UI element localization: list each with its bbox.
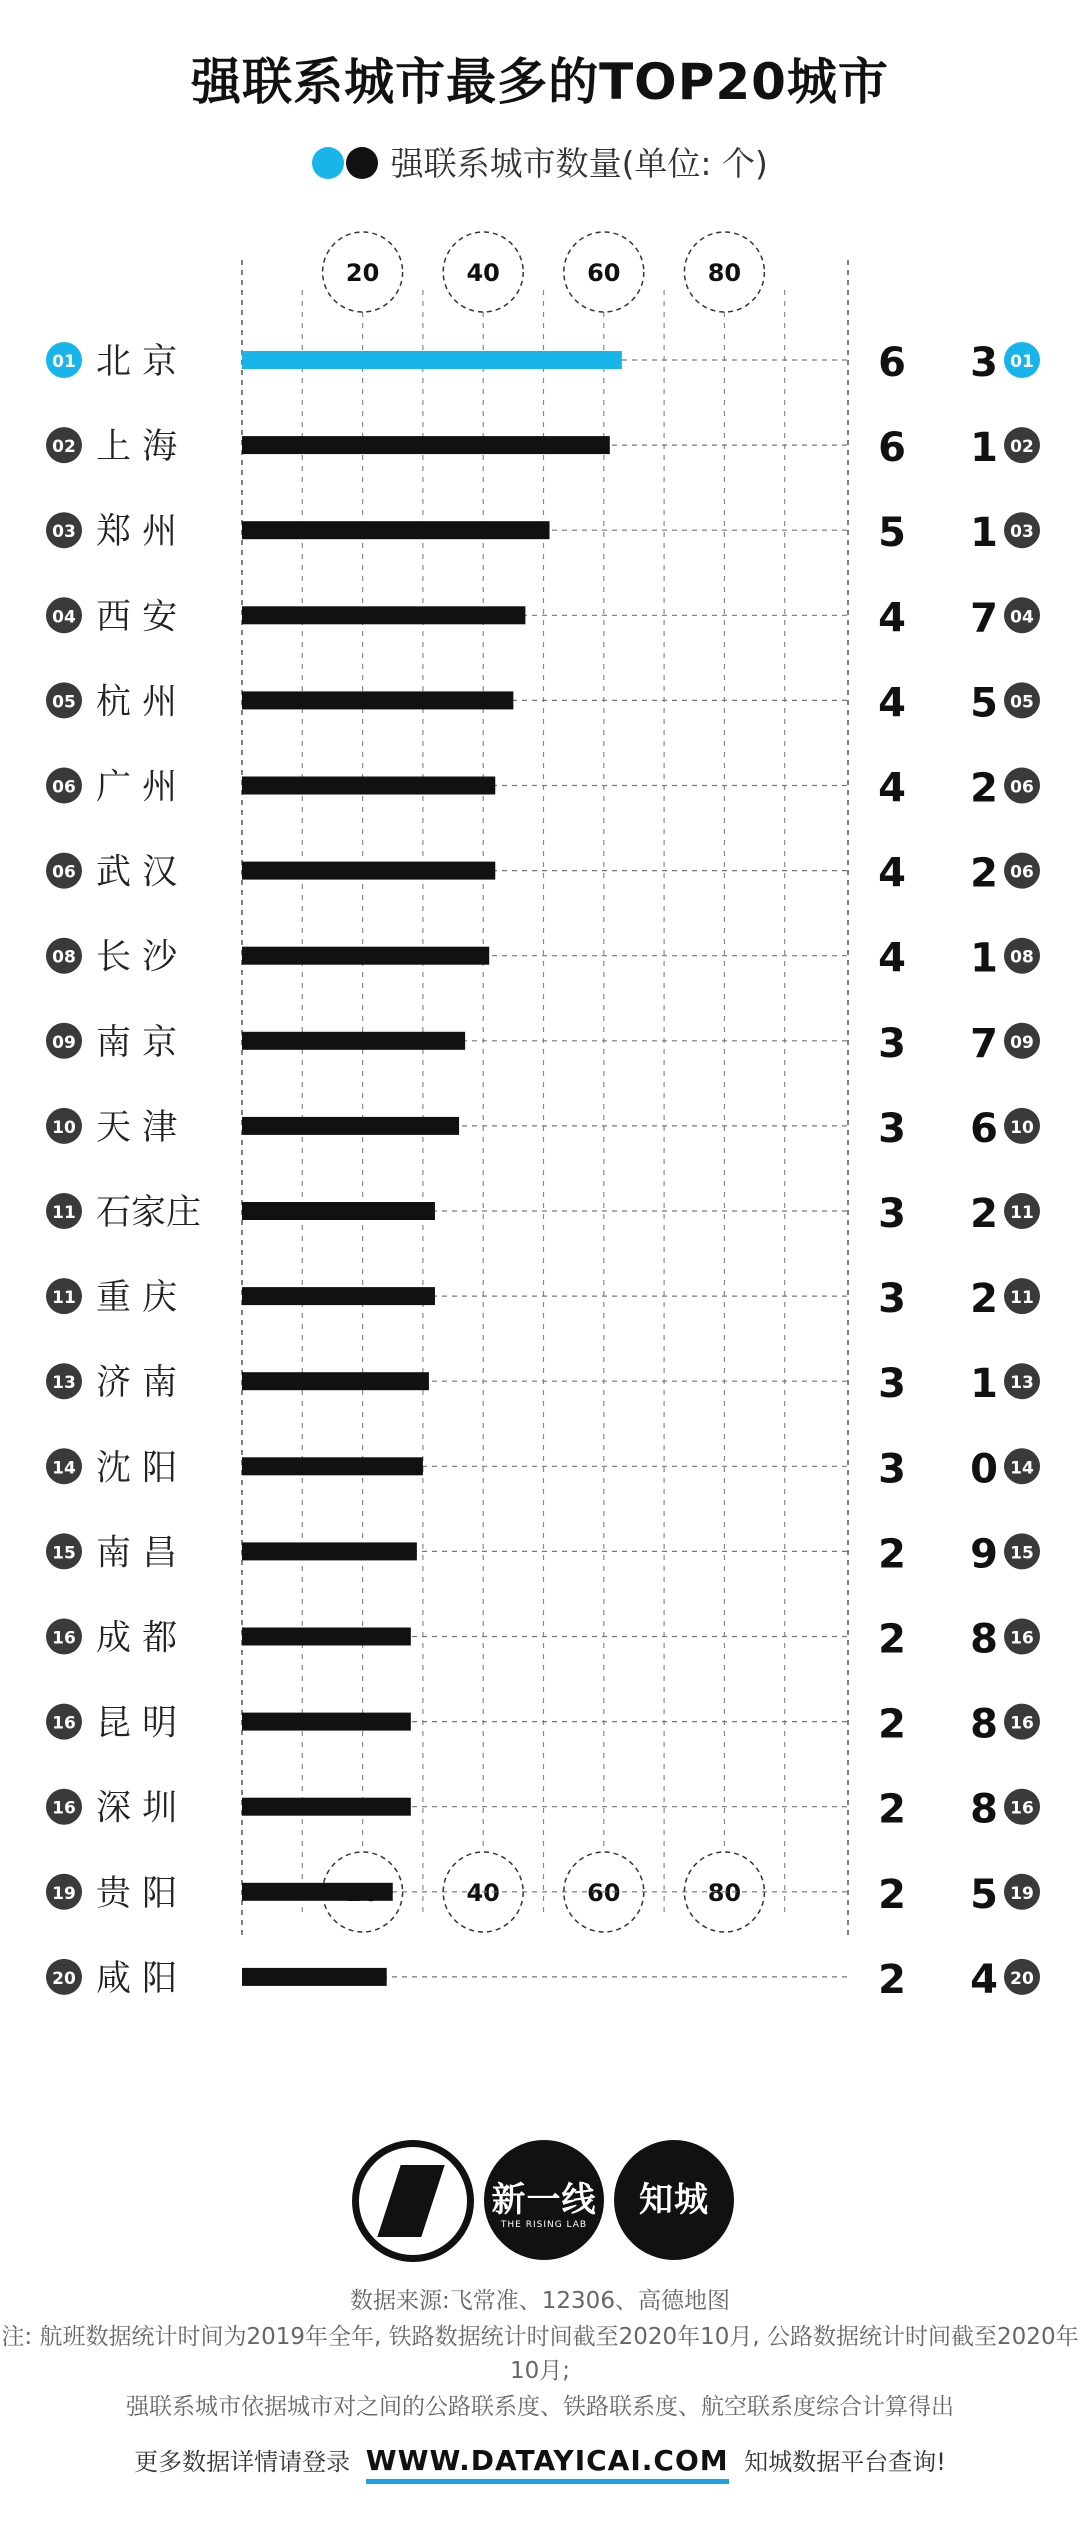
city-label: 石家庄 bbox=[96, 1193, 202, 1233]
value-digit-ones: 9 bbox=[970, 1531, 998, 1578]
x-tick-label-top: 80 bbox=[707, 259, 742, 287]
value-digit-tens: 4 bbox=[878, 680, 906, 727]
method-note: 强联系城市依据城市对之间的公路联系度、铁路联系度、航空联系度综合计算得出 bbox=[126, 2394, 954, 2420]
value-digit-tens: 3 bbox=[878, 1276, 906, 1323]
value-digit-tens: 6 bbox=[878, 425, 906, 472]
value-digit-ones: 0 bbox=[970, 1446, 998, 1493]
city-label: 南 京 bbox=[96, 1022, 178, 1063]
value-digit-tens: 4 bbox=[878, 765, 906, 812]
rank-label-right: 15 bbox=[1010, 1543, 1034, 1564]
rank-label-right: 16 bbox=[1010, 1713, 1034, 1734]
bar bbox=[242, 1628, 411, 1646]
city-label: 长 沙 bbox=[96, 937, 178, 978]
value-digit-ones: 1 bbox=[970, 935, 998, 982]
value-digit-ones: 2 bbox=[970, 1191, 998, 1237]
city-label: 杭 州 bbox=[96, 682, 178, 723]
city-label: 北 京 bbox=[96, 342, 178, 382]
rank-label-left: 16 bbox=[52, 1628, 76, 1649]
bar bbox=[242, 1032, 465, 1050]
city-label: 西 安 bbox=[96, 597, 178, 638]
city-label: 咸 阳 bbox=[96, 1958, 178, 1999]
zhicheng-logo: 知城 bbox=[614, 2140, 734, 2260]
value-digit-ones: 3 bbox=[970, 340, 998, 386]
website-link[interactable]: WWW.DATAYICAI.COM bbox=[366, 2444, 729, 2484]
value-digit-ones: 8 bbox=[970, 1786, 998, 1833]
rising-lab-subtitle: THE RISING LAB bbox=[500, 2220, 588, 2230]
bar bbox=[242, 351, 622, 369]
rank-label-right: 14 bbox=[1010, 1458, 1034, 1479]
x-tick-label-top: 20 bbox=[345, 259, 380, 287]
rank-label-left: 01 bbox=[52, 352, 76, 372]
value-digit-ones: 1 bbox=[970, 425, 998, 472]
city-label: 天 津 bbox=[96, 1107, 178, 1148]
value-digit-tens: 2 bbox=[878, 1871, 906, 1918]
rank-label-right: 01 bbox=[1010, 352, 1034, 372]
x-tick-label-bottom: 60 bbox=[587, 1879, 621, 1907]
rank-label-left: 08 bbox=[52, 947, 76, 968]
bar bbox=[242, 1287, 435, 1305]
value-digit-ones: 7 bbox=[970, 1020, 998, 1067]
rank-label-right: 11 bbox=[1010, 1203, 1034, 1223]
data-source: 数据来源:飞常准、12306、高德地图 bbox=[350, 2288, 730, 2314]
rank-label-left: 13 bbox=[52, 1373, 76, 1394]
city-label: 郑 州 bbox=[96, 512, 178, 553]
rank-label-left: 16 bbox=[52, 1713, 76, 1734]
rank-label-right: 10 bbox=[1010, 1117, 1034, 1138]
rank-label-right: 09 bbox=[1010, 1032, 1034, 1053]
x-tick-label-bottom: 40 bbox=[466, 1879, 500, 1907]
bar bbox=[242, 862, 495, 880]
value-digit-tens: 2 bbox=[878, 1956, 906, 2003]
value-digit-tens: 3 bbox=[878, 1191, 906, 1237]
value-digit-tens: 6 bbox=[878, 340, 906, 386]
city-label: 广 州 bbox=[96, 767, 178, 808]
value-digit-ones: 2 bbox=[970, 1276, 998, 1323]
value-digit-tens: 3 bbox=[878, 1361, 906, 1408]
city-label: 贵 阳 bbox=[96, 1873, 178, 1914]
city-label: 昆 明 bbox=[96, 1703, 178, 1744]
rank-label-right: 03 bbox=[1010, 522, 1034, 543]
value-digit-ones: 8 bbox=[970, 1616, 998, 1663]
rank-label-right: 16 bbox=[1010, 1798, 1034, 1819]
value-digit-tens: 4 bbox=[878, 850, 906, 897]
x-tick-label-top: 60 bbox=[587, 259, 621, 287]
value-digit-ones: 6 bbox=[970, 1105, 998, 1152]
rank-label-right: 19 bbox=[1010, 1883, 1034, 1904]
city-label: 南 昌 bbox=[96, 1533, 178, 1574]
rank-label-left: 11 bbox=[52, 1203, 76, 1223]
value-digit-tens: 3 bbox=[878, 1020, 906, 1067]
rank-label-right: 06 bbox=[1010, 862, 1034, 883]
bar bbox=[242, 1713, 411, 1731]
bar bbox=[242, 1202, 435, 1220]
bar bbox=[242, 1798, 411, 1816]
rank-label-right: 11 bbox=[1010, 1288, 1034, 1309]
chart-title: 强联系城市最多的TOP20城市 bbox=[191, 53, 889, 111]
rank-label-left: 11 bbox=[52, 1288, 76, 1309]
cta-before: 更多数据详情请登录 bbox=[134, 2448, 351, 2476]
bar bbox=[242, 1883, 393, 1901]
rank-label-left: 20 bbox=[52, 1968, 76, 1989]
bar bbox=[242, 1968, 387, 1986]
rank-label-right: 20 bbox=[1010, 1968, 1034, 1989]
value-digit-tens: 3 bbox=[878, 1446, 906, 1493]
rank-label-left: 03 bbox=[52, 522, 76, 543]
rank-label-left: 04 bbox=[52, 607, 76, 628]
bar bbox=[242, 436, 610, 454]
rank-label-right: 05 bbox=[1010, 692, 1034, 713]
legend-dot-highlight bbox=[312, 147, 344, 179]
value-digit-ones: 8 bbox=[970, 1701, 998, 1748]
value-digit-tens: 2 bbox=[878, 1701, 906, 1748]
rank-label-right: 08 bbox=[1010, 947, 1034, 968]
rank-label-left: 10 bbox=[52, 1117, 76, 1138]
bar bbox=[242, 777, 495, 795]
rank-label-left: 02 bbox=[52, 437, 76, 458]
rank-label-left: 06 bbox=[52, 862, 76, 883]
footnote: 注: 航班数据统计时间为2019年全年, 铁路数据统计时间截至2020年10月, 公路数据统计时间截至2020年10月; bbox=[1, 2324, 1079, 2384]
bar bbox=[242, 606, 525, 624]
x-tick-label-bottom: 80 bbox=[707, 1879, 742, 1907]
cta-after: 知城数据平台查询! bbox=[744, 2448, 946, 2476]
rising-lab-logo: 新一线 THE RISING LAB bbox=[484, 2140, 604, 2260]
value-digit-tens: 4 bbox=[878, 595, 906, 642]
city-label: 深 圳 bbox=[96, 1788, 178, 1829]
rank-label-left: 05 bbox=[52, 692, 76, 713]
value-digit-ones: 4 bbox=[970, 1956, 998, 2003]
value-digit-tens: 2 bbox=[878, 1531, 906, 1578]
city-label: 上 海 bbox=[96, 427, 178, 468]
legend bbox=[0, 138, 1080, 185]
city-label: 武 汉 bbox=[96, 852, 178, 893]
city-label: 成 都 bbox=[96, 1618, 178, 1659]
legend-label: 强联系城市数量(单位: 个) bbox=[390, 144, 768, 183]
value-digit-tens: 4 bbox=[878, 935, 906, 982]
city-label: 沈 阳 bbox=[96, 1448, 178, 1489]
bar bbox=[242, 521, 550, 539]
bar bbox=[242, 1457, 423, 1475]
bar bbox=[242, 1372, 429, 1390]
rank-label-left: 19 bbox=[52, 1883, 76, 1904]
bar-chart bbox=[0, 220, 1080, 2100]
value-digit-ones: 1 bbox=[970, 1361, 998, 1408]
city-label: 济 南 bbox=[96, 1363, 178, 1404]
rank-label-left: 09 bbox=[52, 1032, 76, 1053]
rank-label-left: 06 bbox=[52, 777, 76, 798]
value-digit-tens: 2 bbox=[878, 1616, 906, 1663]
rank-label-right: 02 bbox=[1010, 437, 1034, 458]
rank-label-right: 04 bbox=[1010, 607, 1034, 628]
value-digit-tens: 3 bbox=[878, 1105, 906, 1152]
bar bbox=[242, 1117, 459, 1135]
value-digit-tens: 2 bbox=[878, 1786, 906, 1833]
rank-label-left: 16 bbox=[52, 1798, 76, 1819]
legend-dot-dark bbox=[346, 147, 378, 179]
value-digit-ones: 1 bbox=[970, 510, 998, 557]
cta-line bbox=[0, 2444, 1080, 2479]
value-digit-ones: 2 bbox=[970, 765, 998, 812]
bar bbox=[242, 1542, 417, 1560]
value-digit-ones: 2 bbox=[970, 850, 998, 897]
rank-label-left: 15 bbox=[52, 1543, 76, 1564]
bar bbox=[242, 947, 489, 965]
city-label: 重 庆 bbox=[96, 1278, 178, 1319]
logo-row bbox=[0, 2140, 1080, 2270]
yicai-logo bbox=[352, 2140, 474, 2262]
rank-label-right: 06 bbox=[1010, 777, 1034, 798]
value-digit-ones: 7 bbox=[970, 595, 998, 642]
rank-label-left: 14 bbox=[52, 1458, 76, 1479]
bar bbox=[242, 691, 513, 709]
x-tick-label-top: 40 bbox=[466, 259, 500, 287]
value-digit-tens: 5 bbox=[878, 510, 906, 557]
rank-label-right: 13 bbox=[1010, 1373, 1034, 1394]
value-digit-ones: 5 bbox=[970, 680, 998, 727]
rank-label-right: 16 bbox=[1010, 1628, 1034, 1649]
value-digit-ones: 5 bbox=[970, 1871, 998, 1918]
